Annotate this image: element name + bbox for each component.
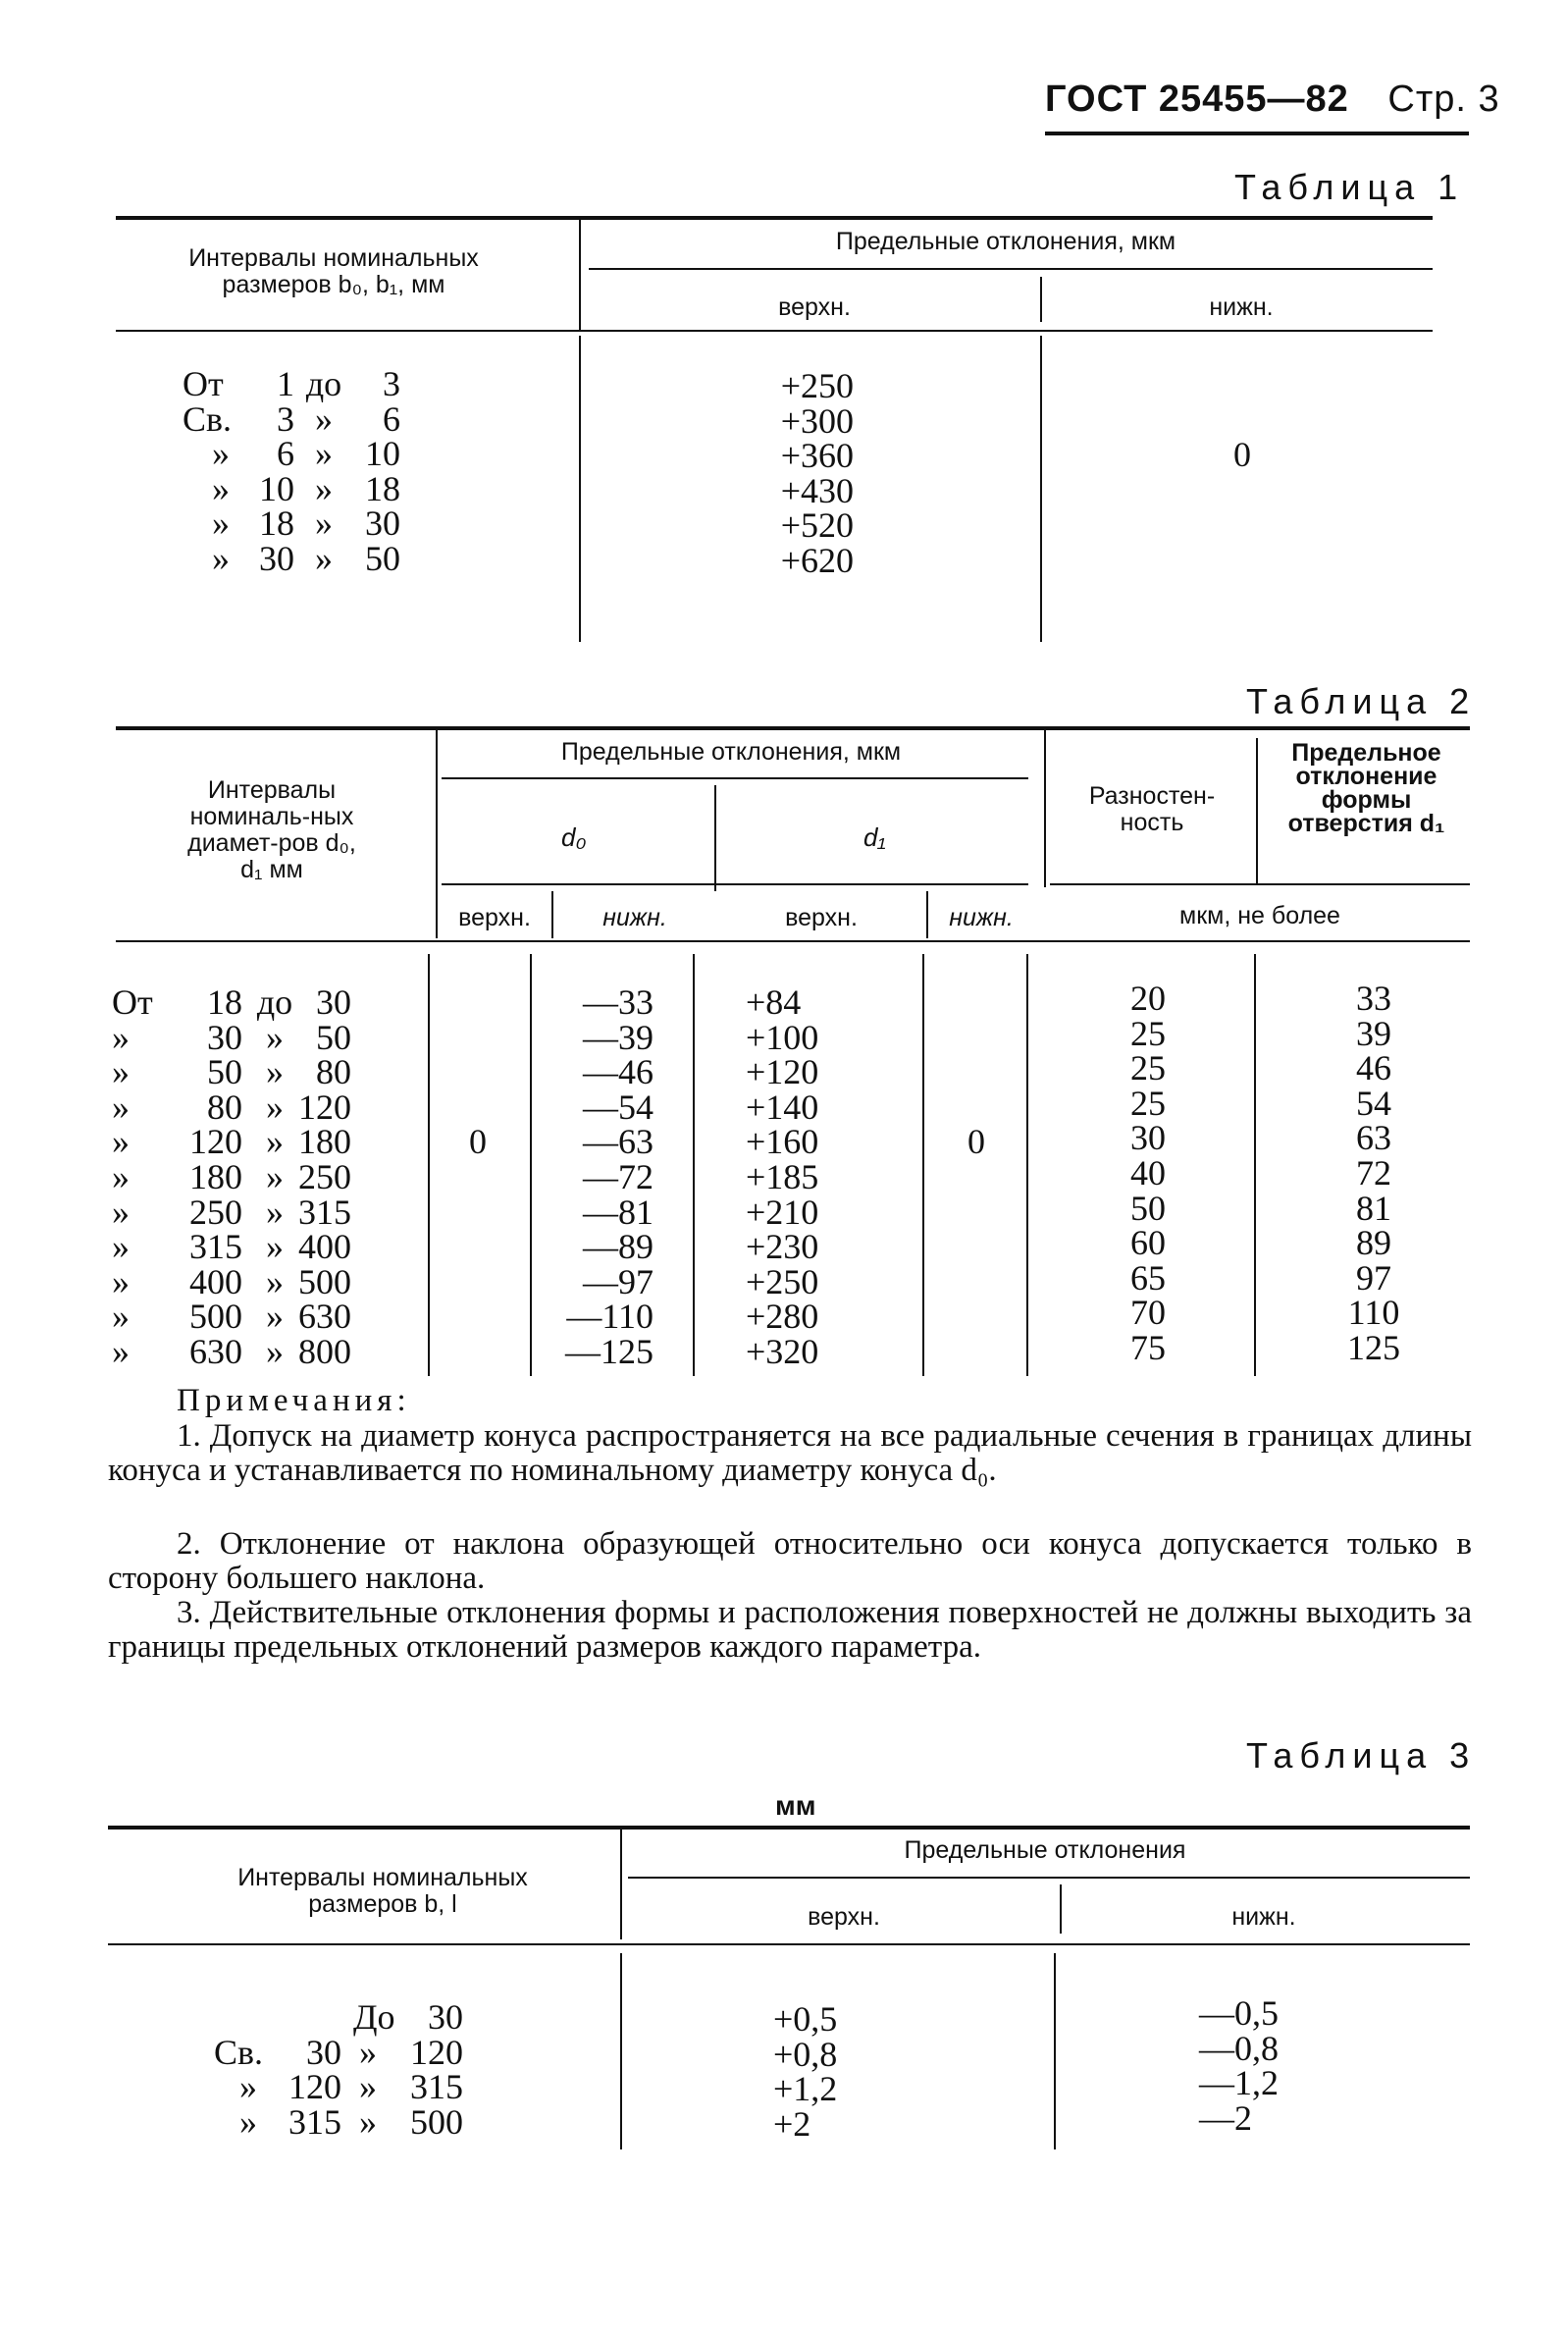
- list-item: »: [212, 468, 230, 508]
- list-item: Св.: [183, 398, 233, 439]
- table2-d1-lower-value: 0: [967, 1122, 985, 1161]
- table-row: »: [112, 1017, 130, 1057]
- list-item: »: [212, 504, 230, 544]
- table-row: »: [239, 2101, 257, 2142]
- table1-from-col: 1 3 6 10 18 30: [259, 364, 294, 578]
- table-row: От: [112, 982, 153, 1022]
- table1-upper-header: верхн.: [778, 293, 851, 321]
- table1-title: Таблица 1: [1234, 167, 1465, 207]
- header-rule: [1045, 132, 1469, 135]
- table2-upper-d1-header: верхн.: [785, 904, 858, 931]
- table-row: »: [112, 1261, 130, 1301]
- table2-wall-header: Разностен-ность: [1088, 782, 1216, 836]
- table2-interval-header: Интервалы номиналь-ных диамет-ров d₀, d₁ мм: [187, 776, 356, 883]
- table3-lower-col: —0,5 —0,8 —1,2 —2: [1199, 1993, 1279, 2138]
- table2-d0-lower-col: —33 —39 —46 —54 —63 —72 —81 —89 —97 —110 —125: [565, 982, 653, 1371]
- table1-sep-col: до » » » » »: [305, 364, 342, 578]
- table2-sep-col: до » » » » » » » » » »: [256, 982, 293, 1371]
- standard-number: ГОСТ 25455—82: [1045, 79, 1349, 120]
- table2-lower-d0-header: нижн.: [602, 904, 667, 931]
- table3-interval-header: Интервалы номинальных размеров b, l: [237, 1864, 528, 1918]
- table2-to-col: 30 50 80 120 180 250 315 400 500 630 800: [298, 982, 351, 1371]
- list-item: »: [212, 434, 230, 474]
- page-number: Стр. 3: [1387, 79, 1500, 120]
- table-row: »: [239, 2067, 257, 2107]
- table-row: »: [112, 1192, 130, 1232]
- table1-to-col: 3 6 10 18 30 50: [365, 364, 400, 578]
- table-row: »: [112, 1122, 130, 1162]
- table2-upper-d0-header: верхн.: [458, 904, 531, 931]
- table2-d0-upper-value: 0: [469, 1122, 487, 1161]
- table2-form-header: Предельное отклонение формы отверстия d₁: [1287, 739, 1445, 837]
- table3-prefix-col: [214, 2000, 273, 2140]
- table2-lower-d1-header: нижн.: [949, 904, 1014, 931]
- note-3: 3. Действительные отклонения формы и расположения поверхностей не должны выходить за границы предельных отклонений размеров каждого параметра.: [108, 1595, 1472, 1665]
- table3-unit: мм: [775, 1790, 816, 1821]
- table1-lower-header: нижн.: [1209, 293, 1274, 321]
- page-header: [1045, 79, 1500, 121]
- table3-sep-col: » » »: [359, 2032, 377, 2142]
- table3-lower-header: нижн.: [1231, 1903, 1296, 1931]
- table2-form-col: 33 39 46 54 63 72 81 89 97 110 125: [1347, 979, 1400, 1367]
- table2-prefix-col: [112, 982, 171, 1371]
- table1-lower-value: 0: [1233, 435, 1251, 474]
- table3-limits-header: Предельные отклонения: [904, 1836, 1186, 1864]
- table-row: »: [112, 1087, 130, 1127]
- table1-interval-header: Интервалы номинальных размеров b₀, b₁, мм: [188, 244, 479, 298]
- table-row: Св.: [214, 2032, 264, 2072]
- table2-wall-col: 20 25 25 25 30 40 50 60 65 70 75: [1130, 979, 1166, 1367]
- table3-to-col: 30 120 315 500: [410, 1997, 463, 2142]
- table-row: »: [112, 1331, 130, 1371]
- table1-upper-col: +250 +300 +360 +430 +520 +620: [780, 366, 854, 580]
- notes-title: Примечания:: [177, 1383, 411, 1418]
- table2-units-header: мкм, не более: [1179, 902, 1340, 929]
- table2-title: Таблица 2: [1246, 681, 1477, 721]
- list-item: »: [212, 538, 230, 578]
- table3-from-col: До 30 120 315: [288, 1997, 395, 2142]
- note-2: 2. Отклонение от наклона образующей относительно оси конуса допускается только в сторону большего наклона.: [108, 1526, 1472, 1596]
- table2-from-col: 18 30 50 80 120 180 250 315 400 500 630: [189, 982, 242, 1371]
- table2-d0-header: d₀: [561, 822, 587, 852]
- table-row: »: [112, 1052, 130, 1092]
- table-row: »: [112, 1297, 130, 1337]
- table3-upper-col: +0,5 +0,8 +1,2 +2: [773, 1999, 838, 2144]
- table3-upper-header: верхн.: [808, 1903, 880, 1931]
- table-row: »: [112, 1227, 130, 1267]
- table1-prefix-col: [183, 364, 241, 578]
- note-1: 1. Допуск на диаметр конуса распространяется на все радиальные сечения в границах длины конуса и устанавливается по номинальному диаметру конуса d₀.: [108, 1418, 1472, 1488]
- table-row: »: [112, 1156, 130, 1196]
- table2-d1-upper-col: +84 +100 +120 +140 +160 +185 +210 +230 +250 +280 +320: [746, 982, 819, 1371]
- table2-limits-header: Предельные отклонения, мкм: [560, 738, 902, 766]
- table-row: [214, 2000, 273, 2036]
- list-item: От: [183, 364, 224, 403]
- table1-limits-header: Предельные отклонения, мкм: [835, 228, 1176, 255]
- table2-d1-header: d₁: [863, 822, 886, 852]
- table3-title: Таблица 3: [1246, 1735, 1477, 1776]
